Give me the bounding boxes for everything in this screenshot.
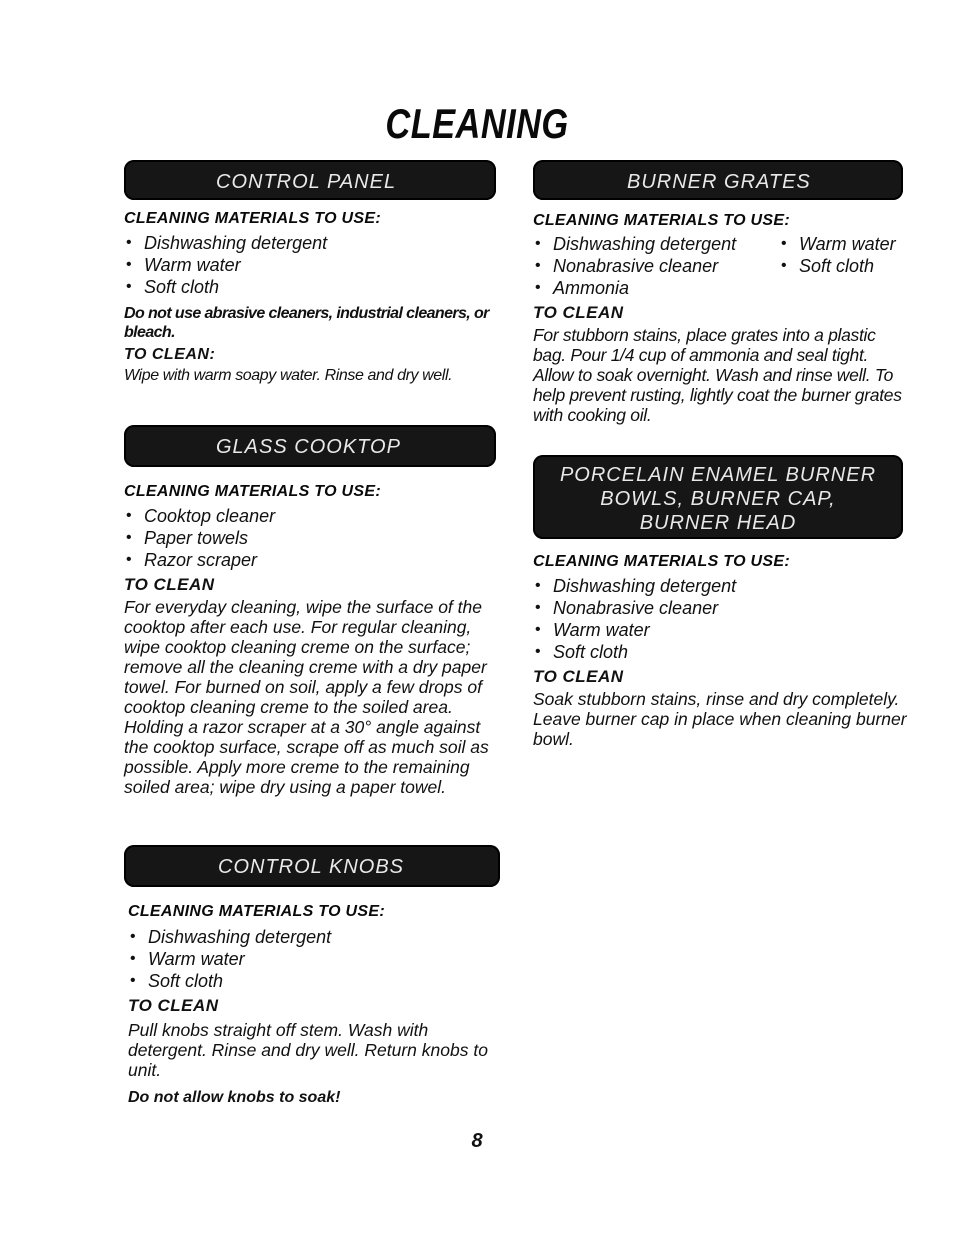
list-item: • Dishwashing detergent — [533, 233, 779, 255]
burner-grates-section — [533, 160, 907, 425]
glass-cooktop-section — [124, 425, 502, 797]
control-knobs-clean-heading: TO CLEAN — [128, 996, 219, 1015]
control-panel-banner-label: CONTROL PANEL — [216, 171, 397, 193]
porcelain-materials-heading: CLEANING MATERIALS TO USE: — [533, 553, 790, 570]
control-knobs-clean-text: Pull knobs straight off stem. Wash with detergent. Rinse and dry well. Return knobs to unit. — [128, 1020, 488, 1080]
control-knobs-materials-list — [128, 926, 502, 992]
glass-cooktop-banner-label: GLASS COOKTOP — [216, 436, 401, 458]
burner-grates-clean-heading: TO CLEAN — [533, 303, 624, 322]
control-panel-materials-heading: CLEANING MATERIALS TO USE: — [124, 210, 381, 227]
glass-cooktop-materials-list — [124, 505, 502, 571]
burner-grates-materials — [533, 233, 907, 299]
burner-grates-materials-list-1 — [533, 233, 779, 299]
porcelain-clean-text: Soak stubborn stains, rinse and dry completely. Leave burner cap in place when cleaning burner bowl. — [533, 689, 907, 749]
list-item: • Dishwashing detergent — [533, 575, 907, 597]
glass-cooktop-clean-text: For everyday cleaning, wipe the surface of the cooktop after each use. For regular cleaning, wipe cooktop cleaning creme on the surface; remove all the cleaning creme with a dry paper towel. For burned on soil, apply a few drops of cooktop cleaning creme to the soiled area. Holding a razor scraper at a 30° angle against the cooktop surface, scrape off as much soil as possible. Apply more creme to the remaining soiled area; wipe dry using a paper towel. — [124, 597, 489, 797]
control-panel-clean-text: Wipe with warm soapy water. Rinse and dry well. — [124, 367, 453, 384]
list-item: • Warm water — [124, 254, 502, 276]
list-item: • Warm water — [533, 619, 907, 641]
burner-grates-banner — [533, 160, 903, 200]
burner-grates-banner-label: BURNER GRATES — [627, 171, 811, 193]
burner-grates-materials-list-2 — [779, 233, 896, 299]
list-item: • Nonabrasive cleaner — [533, 597, 907, 619]
porcelain-section — [533, 455, 907, 749]
list-item: • Soft cloth — [124, 276, 502, 298]
control-knobs-banner-label: CONTROL KNOBS — [218, 856, 404, 878]
control-knobs-warning: Do not allow knobs to soak! — [128, 1089, 341, 1106]
list-item: • Warm water — [779, 233, 896, 255]
list-item: • Soft cloth — [128, 970, 502, 992]
porcelain-banner-line-2: BOWLS, BURNER CAP, — [600, 488, 836, 510]
list-item: • Razor scraper — [124, 549, 502, 571]
glass-cooktop-banner — [124, 425, 496, 467]
list-item: • Paper towels — [124, 527, 502, 549]
control-knobs-section — [124, 845, 502, 1107]
list-item: • Dishwashing detergent — [124, 232, 502, 254]
list-item: • Dishwashing detergent — [128, 926, 502, 948]
burner-grates-materials-heading: CLEANING MATERIALS TO USE: — [533, 212, 790, 229]
control-knobs-banner — [124, 845, 500, 887]
control-panel-materials-list — [124, 232, 502, 298]
glass-cooktop-clean-heading: TO CLEAN — [124, 575, 215, 594]
list-item: • Soft cloth — [533, 641, 907, 663]
page-number: 8 — [471, 1130, 483, 1152]
list-item: • Soft cloth — [779, 255, 896, 277]
list-item: • Nonabrasive cleaner — [533, 255, 779, 277]
control-knobs-materials-heading: CLEANING MATERIALS TO USE: — [128, 903, 385, 920]
porcelain-clean-heading: TO CLEAN — [533, 667, 624, 686]
control-panel-warning: Do not use abrasive cleaners, industrial cleaners, or bleach. — [124, 305, 489, 341]
control-panel-section — [124, 160, 502, 386]
porcelain-banner-line-1: PORCELAIN ENAMEL BURNER — [559, 464, 877, 486]
glass-cooktop-materials-heading: CLEANING MATERIALS TO USE: — [124, 483, 381, 500]
list-item: • Cooktop cleaner — [124, 505, 502, 527]
page-title: CLEANING — [385, 100, 569, 147]
control-panel-banner — [124, 160, 496, 200]
burner-grates-clean-text: For stubborn stains, place grates into a plastic bag. Pour 1/4 cup of ammonia and seal tight. Allow to soak overnight. Wash and rinse well. To help prevent rusting, lightly coat the burner grates with cooking oil. — [533, 325, 902, 425]
porcelain-banner-line-3: BURNER HEAD — [639, 512, 797, 534]
list-item: • Ammonia — [533, 277, 779, 299]
list-item: • Warm water — [128, 948, 502, 970]
control-panel-clean-heading: TO CLEAN: — [124, 346, 216, 363]
porcelain-banner — [533, 455, 903, 539]
porcelain-materials-list — [533, 575, 907, 663]
